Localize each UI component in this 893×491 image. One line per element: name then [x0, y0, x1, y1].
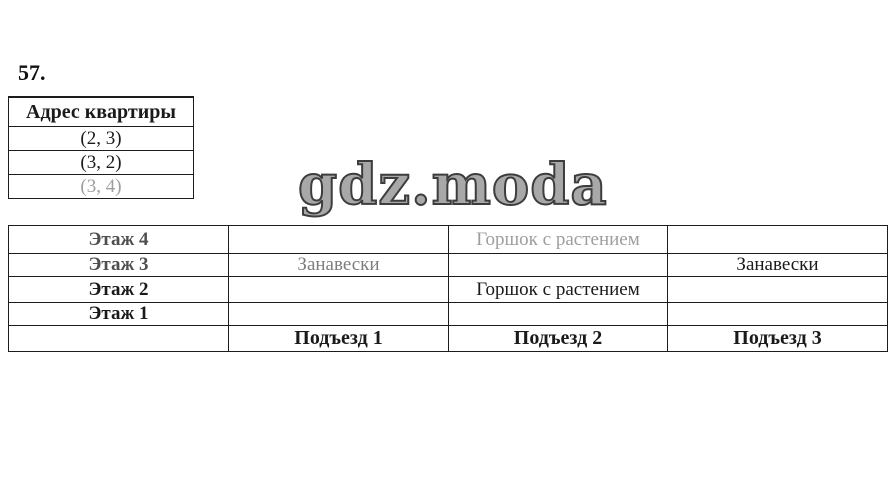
building-table — [8, 225, 888, 352]
address-cell: (3, 2) — [9, 151, 194, 175]
table-row-floor-3 — [9, 254, 888, 277]
building-cell: Горшок с растением — [449, 226, 668, 254]
floor-label: Этаж 2 — [9, 277, 229, 303]
building-cell — [668, 277, 888, 303]
floor-label: Этаж 3 — [9, 254, 229, 277]
table-row — [9, 127, 194, 151]
problem-number: 57. — [18, 60, 46, 85]
address-table — [8, 96, 194, 199]
entrance-header: Подъезд 1 — [229, 326, 449, 352]
table-row-floor-1 — [9, 303, 888, 326]
address-cell: (3, 4) — [9, 175, 194, 199]
building-cell — [449, 303, 668, 326]
entrance-header: Подъезд 3 — [668, 326, 888, 352]
floor-label: Этаж 4 — [9, 226, 229, 254]
table-row — [9, 175, 194, 199]
building-cell — [668, 226, 888, 254]
building-cell — [449, 254, 668, 277]
building-cell — [229, 303, 449, 326]
address-table-header: Адрес квартиры — [9, 97, 194, 127]
building-cell: Занавески — [229, 254, 449, 277]
address-cell: (2, 3) — [9, 127, 194, 151]
building-cell — [229, 226, 449, 254]
building-cell: Занавески — [668, 254, 888, 277]
watermark: gdz.moda — [298, 152, 608, 218]
building-cell — [668, 303, 888, 326]
building-cell — [229, 277, 449, 303]
building-cell: Горшок с растением — [449, 277, 668, 303]
floor-label: Этаж 1 — [9, 303, 229, 326]
table-row-floor-4 — [9, 226, 888, 254]
building-cell-empty — [9, 326, 229, 352]
entrance-header: Подъезд 2 — [449, 326, 668, 352]
table-row-entrances — [9, 326, 888, 352]
table-row — [9, 151, 194, 175]
address-table-header-row — [9, 97, 194, 127]
table-row-floor-2 — [9, 277, 888, 303]
